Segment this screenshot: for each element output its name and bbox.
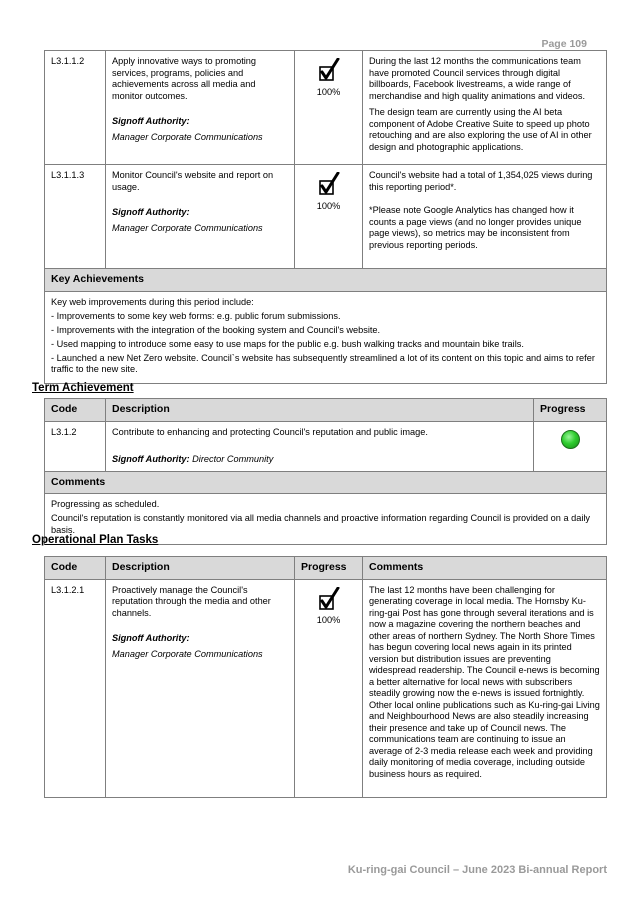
column-header-progress: Progress — [295, 557, 363, 580]
signoff-value: Manager Corporate Communications — [112, 131, 263, 142]
task-description-cell — [106, 51, 295, 165]
column-header-description: Description — [106, 399, 534, 422]
signoff-label: Signoff Authority: — [112, 116, 190, 126]
task-description-cell — [106, 579, 295, 797]
task-code: L3.1.1.3 — [45, 165, 106, 269]
progress-cell — [534, 421, 607, 471]
signoff-label: Signoff Authority: — [112, 454, 190, 464]
comment-paragraph: The design team are currently using the AI beta component of Adobe Creative Suite to speed up photo retouching and are also exploring the use of AI in other design and photographic applications. — [369, 107, 592, 152]
signoff-label: Signoff Authority: — [112, 633, 190, 643]
progress-cell — [295, 165, 363, 269]
task-comments — [363, 165, 607, 269]
table-row — [45, 51, 607, 165]
column-header-progress: Progress — [534, 399, 607, 422]
term-description: Contribute to enhancing and protecting Council's reputation and public image. — [112, 426, 428, 437]
progress-percent: 100% — [316, 200, 341, 211]
progress-cell — [295, 51, 363, 165]
progress-percent: 100% — [316, 86, 341, 97]
comment-paragraph: Progressing as scheduled. — [51, 499, 160, 509]
comments-header-row — [45, 471, 607, 494]
term-achievement-heading: Term Achievement — [32, 382, 134, 394]
operational-plan-heading: Operational Plan Tasks — [32, 534, 159, 546]
key-achievements-row — [45, 291, 607, 384]
comment-paragraph: During the last 12 months the communications team have promoted Council services through digital billboards, Facebook livestreams, a wide range of merchandise and high quality animations and videos. — [369, 56, 586, 101]
table-row — [45, 165, 607, 269]
list-item: - Improvements to some key web forms: e.g. public forum submissions. — [51, 310, 341, 321]
column-header-code: Code — [45, 557, 106, 580]
term-code: L3.1.2 — [45, 421, 106, 471]
report-footer: Ku-ring-gai Council – June 2023 Bi-annual Report — [347, 864, 607, 876]
table-header-row — [45, 557, 607, 580]
comment-paragraph: *Please note Google Analytics has changed how it counts a page views (and no longer provides unique page views), so metrics may be inconsistent from previous reporting periods. — [369, 205, 582, 250]
checkbox-checked-icon — [318, 58, 340, 82]
signoff-label: Signoff Authority: — [112, 207, 190, 217]
comments-heading: Comments — [45, 471, 607, 494]
comment-paragraph: Council's website had a total of 1,354,025 views during this reporting period*. — [369, 170, 593, 192]
operational-plan-table — [44, 556, 607, 798]
checkbox-checked-icon — [318, 587, 340, 611]
list-item: - Launched a new Net Zero website. Council`s website has subsequently streamlined a lot of its content on this topic and aims to refer traffic to the new site. — [51, 352, 595, 374]
column-header-comments: Comments — [363, 557, 607, 580]
task-comments — [363, 51, 607, 165]
task-description: Monitor Council's website and report on usage. — [112, 170, 274, 192]
table-header-row — [45, 399, 607, 422]
table-row — [45, 579, 607, 797]
progress-cell — [295, 579, 363, 797]
task-code: L3.1.1.2 — [45, 51, 106, 165]
progress-percent: 100% — [316, 615, 341, 625]
signoff-value: Manager Corporate Communications — [112, 222, 263, 233]
status-on-track-icon — [561, 430, 580, 449]
key-achievements-body — [45, 291, 607, 384]
list-item: Key web improvements during this period include: — [51, 296, 254, 307]
task-code: L3.1.2.1 — [45, 579, 106, 797]
table-row — [45, 421, 607, 471]
checkbox-checked-icon — [318, 172, 340, 196]
term-achievement-table — [44, 398, 607, 545]
term-description-cell — [106, 421, 534, 471]
task-description-cell — [106, 165, 295, 269]
column-header-code: Code — [45, 399, 106, 422]
key-achievements-heading: Key Achievements — [45, 269, 607, 292]
key-achievements-header-row — [45, 269, 607, 292]
list-item: - Improvements with the integration of the booking system and Council's website. — [51, 324, 381, 335]
signoff-line — [112, 454, 527, 466]
list-item: - Used mapping to introduce some easy to use maps for the public e.g. bush walking tracks and mountain bike trails. — [51, 338, 524, 349]
page-number: Page 109 — [541, 38, 587, 50]
column-header-description: Description — [106, 557, 295, 580]
task-description: Proactively manage the Council's reputation through the media and other channels. — [112, 584, 271, 618]
signoff-value: Manager Corporate Communications — [112, 648, 263, 659]
task-comment: The last 12 months have been challenging for generating coverage in local media. The Hornsby Ku-ring-gai Post has gone through several iterations and is now a magazine covering the northern beaches and other areas of northern Sydney. The North Shore Times has begun covering local news again in its printed version but distribution issues are preventing widespread readership. The Council e-news is becoming a better alternative for local news with subscribers steadily growing now the e-news is issued fortnightly. Other local online publications such as Ku-ring-gai Living and Neighbourhood News are also steadily increasing their presence and take up of Council news. The communications team are continuing to issue an average of 2-3 media release each week and providing daily monitoring of media coverage, including outside business hours as required. — [363, 579, 607, 797]
comment-paragraph: Council's reputation is constantly monitored via all media channels and proactive information regarding Council is provided on a daily basis. — [51, 513, 591, 535]
task-description: Apply innovative ways to promoting services, programs, policies and achievements across all media and monitor outcomes. — [112, 56, 257, 101]
signoff-value: Director Community — [192, 454, 274, 464]
task-table-continued — [44, 50, 607, 384]
